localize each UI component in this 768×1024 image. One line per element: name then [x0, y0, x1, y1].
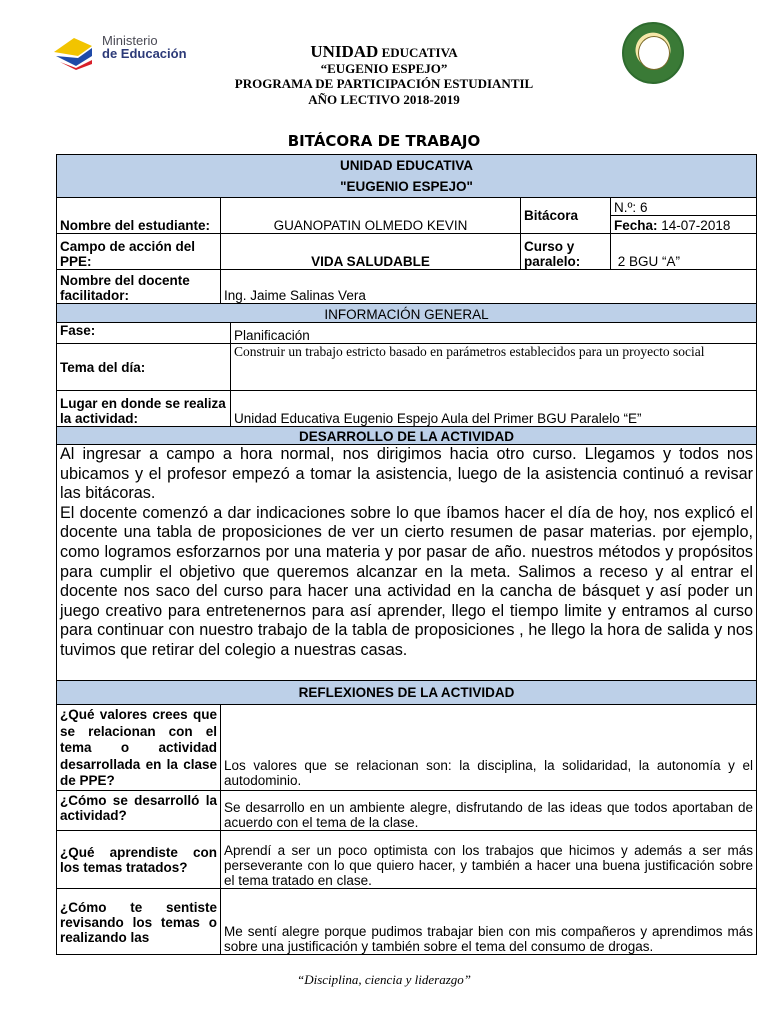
question-values: ¿Qué valores crees que se relacionan con el tema o actividad desarrollada en la clase de PPE?: [57, 705, 221, 791]
phase-label: Fase:: [57, 323, 231, 344]
header-program: PROGRAMA DE PARTICIPACIÓN ESTUDIANTIL: [234, 76, 534, 91]
answer-feelings: Me sentí alegre porque pudimos trabajar bien con mis compañeros y aprendimos más sobre una justificación y también sobre el tema del consumo de drogas.: [221, 888, 757, 954]
header-year: AÑO LECTIVO 2018-2019: [308, 91, 460, 107]
seal-portrait: [638, 36, 670, 70]
phase-value: Planificación: [231, 323, 757, 344]
answer-development: Se desarrollo en un ambiente alegre, disfrutando de las ideas que todos aportaban de acuerdo con el tema de la clase.: [221, 790, 757, 830]
place-label: Lugar en donde se realiza la actividad:: [57, 391, 231, 427]
development-header: DESARROLLO DE LA ACTIVIDAD: [57, 427, 757, 445]
place-value: Unidad Educativa Eugenio Espejo Aula del Primer BGU Paralelo “E”: [231, 391, 757, 427]
header-unidad: UNIDAD EDUCATIVA: [310, 42, 458, 61]
development-paragraph-1: Al ingresar a campo a hora normal, nos dirigimos hacia otro curso. Llegamos y todos nos ubicamos y el profesor empezó a tomar la asistencia, luego de la asistencia continuó a revisar las bitácoras.: [60, 445, 753, 503]
question-feelings: ¿Cómo te sentiste revisando los temas o realizando las: [57, 888, 221, 954]
course-label: Curso y paralelo:: [521, 234, 611, 270]
ministerio-line1: Ministerio: [102, 33, 158, 48]
student-value: GUANOPATIN OLMEDO KEVIN: [221, 198, 521, 234]
field-value: VIDA SALUDABLE: [221, 234, 521, 270]
header-school: “EUGENIO ESPEJO”: [320, 60, 448, 76]
ecuador-flag-icon: [52, 34, 98, 70]
topic-value: Construir un trabajo estricto basado en parámetros establecidos para un proyecto social: [231, 344, 757, 391]
school-banner: [57, 155, 757, 198]
course-value: 2 BGU “A”: [611, 234, 757, 270]
page-title: BITÁCORA DE TRABAJO: [287, 132, 481, 150]
school-seal-icon: [622, 22, 684, 84]
answer-values: Los valores que se relacionan son: la disciplina, la solidaridad, la autonomía y el autodominio.: [221, 705, 757, 791]
answer-learned: Aprendí a ser un poco optimista con los trabajos que hicimos y además a ser más perseverante con lo que quiero hacer, y también a hacer una buena justificación sobre el tema tratado en clase.: [221, 830, 757, 888]
teacher-label: Nombre del docente facilitador:: [57, 270, 221, 304]
teacher-value: Ing. Jaime Salinas Vera: [221, 270, 757, 304]
bitacora-date: Fecha: 14-07-2018: [611, 216, 757, 234]
development-text: [57, 445, 757, 681]
school-line1: UNIDAD EDUCATIVA: [340, 158, 473, 173]
reflections-header: REFLEXIONES DE LA ACTIVIDAD: [57, 681, 757, 705]
footer-motto: “Disciplina, ciencia y liderazgo”: [296, 972, 472, 987]
student-label: Nombre del estudiante:: [57, 198, 221, 234]
bitacora-number: N.º: 6: [611, 198, 757, 216]
ministerio-line2: de Educación: [102, 46, 187, 61]
question-development: ¿Cómo se desarrolló la actividad?: [57, 790, 221, 830]
school-line2: "EUGENIO ESPEJO": [340, 179, 473, 194]
bitacora-label: Bitácora: [521, 198, 611, 234]
development-paragraph-2: El docente comenzó a dar indicaciones sobre lo que íbamos hacer el día de hoy, nos explicó el docente una tabla de proposiciones de ver un cierto resumen de pasar materias. por ejemplo, como logramos esforzarnos por una materia y por pasar de año. nuestros métodos y propósitos para cumplir el objetivo que queremos alcanzar en la meta. Salimos a receso y al entrar el docente nos saco del curso para hacer una actividad en la cancha de básquet y así poder un juego creativo para entretenernos para así aprender, llego el tiempo limite y entramos al curso para continuar con nuestro trabajo de la tabla de proposiciones , he llego la hora de salida y nos tuvimos que retirar del colegio a nuestras casas.: [60, 503, 753, 659]
log-table: [56, 154, 757, 955]
field-label: Campo de acción del PPE:: [57, 234, 221, 270]
topic-label: Tema del día:: [57, 344, 231, 391]
question-learned: ¿Qué aprendiste con los temas tratados?: [57, 830, 221, 888]
general-info-header: INFORMACIÓN GENERAL: [57, 304, 757, 323]
document-header: [150, 44, 618, 107]
